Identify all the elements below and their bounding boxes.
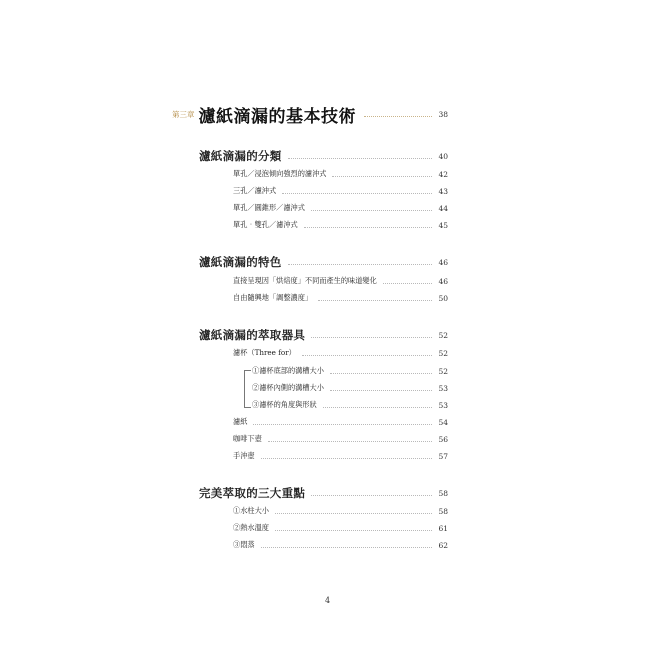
toc-entry: [233, 347, 448, 359]
dot-leader: [261, 458, 433, 459]
dot-leader: [311, 210, 433, 211]
dot-leader: [275, 513, 433, 514]
dot-leader: [268, 441, 433, 442]
dot-leader: [282, 193, 432, 194]
entry-title: 自由隨興地「調整濃度」: [233, 293, 313, 302]
entry-title: 單孔‧雙孔／濾沖式: [233, 220, 298, 229]
toc-subentry: [252, 382, 448, 394]
toc-entry: [233, 539, 448, 551]
dot-leader: [311, 337, 432, 338]
dot-leader: [311, 495, 432, 496]
section-title: 濾紙滴漏的分類: [199, 149, 282, 163]
entry-title: 咖啡下壺: [233, 434, 262, 443]
section-title: 完美萃取的三大重點: [199, 486, 306, 500]
entry-page-number: 57: [438, 451, 448, 461]
toc-entry: [233, 505, 448, 517]
entry-page-number: 56: [438, 434, 448, 444]
entry-page-number: 52: [438, 366, 448, 376]
entry-page-number: 52: [438, 348, 448, 358]
entry-page-number: 62: [438, 540, 448, 550]
dot-leader: [288, 264, 433, 265]
toc-entry: [233, 416, 448, 428]
entry-page-number: 53: [438, 400, 448, 410]
entry-title: 直接呈現因「烘焙度」不同而產生的味道變化: [233, 276, 377, 285]
entry-title: ①水柱大小: [233, 506, 269, 515]
dot-leader: [330, 390, 433, 391]
chapter-prefix: 第三章: [172, 109, 195, 119]
entry-page-number: 50: [438, 293, 448, 303]
section-page-number: 40: [438, 151, 448, 161]
page-number-footer: 4: [324, 596, 331, 605]
section-title: 濾紙滴漏的萃取器具: [199, 328, 306, 342]
entry-page-number: 61: [438, 523, 448, 533]
chapter-heading: [172, 104, 448, 127]
section-page-number: 58: [438, 488, 448, 498]
section-title: 濾紙滴漏的特色: [199, 255, 282, 269]
dot-leader: [302, 355, 433, 356]
entry-title: 單孔／浸泡傾向強烈的濾沖式: [233, 169, 327, 178]
dot-leader: [253, 424, 432, 425]
dot-leader: [323, 407, 433, 408]
entry-title: ①濾杯底部的溝槽大小: [252, 366, 324, 375]
toc-entry: [233, 168, 448, 180]
section-heading: [199, 148, 448, 164]
entry-title: 單孔／圓錐形／濾沖式: [233, 203, 305, 212]
dot-leader: [304, 227, 433, 228]
toc-entry: [233, 275, 448, 287]
dot-leader: [288, 158, 433, 159]
dot-leader: [364, 116, 432, 117]
section-heading: [199, 327, 448, 343]
entry-page-number: 42: [438, 169, 448, 179]
dot-leader: [261, 547, 433, 548]
toc-entry: [233, 450, 448, 462]
entry-title: 濾紙: [233, 417, 248, 426]
dot-leader: [332, 176, 432, 177]
dot-leader: [383, 283, 433, 284]
section-heading: [199, 254, 448, 270]
entry-page-number: 54: [438, 417, 448, 427]
toc-subentry: [252, 365, 448, 377]
entry-title: ③悶蒸: [233, 540, 255, 549]
entry-title: 濾杯（Three for）: [233, 348, 296, 357]
toc-entry: [233, 185, 448, 197]
subentry-bracket: [244, 370, 251, 408]
toc-entry: [233, 202, 448, 214]
entry-page-number: 45: [438, 220, 448, 230]
entry-page-number: 46: [438, 276, 448, 286]
entry-title: ②熱水溫度: [233, 523, 269, 532]
entry-page-number: 43: [438, 186, 448, 196]
toc-entry: [233, 219, 448, 231]
entry-page-number: 53: [438, 383, 448, 393]
toc-subentry: [252, 399, 448, 411]
chapter-page-number: 38: [438, 109, 448, 119]
toc-entry: [233, 433, 448, 445]
entry-title: ②濾杯內側的溝槽大小: [252, 383, 324, 392]
section-heading: [199, 485, 448, 501]
entry-title: ③濾杯的角度與形狀: [252, 400, 317, 409]
chapter-title: 濾紙滴漏的基本技術: [198, 106, 356, 127]
toc-entry: [233, 292, 448, 304]
section-page-number: 46: [438, 257, 448, 267]
dot-leader: [330, 373, 433, 374]
entry-page-number: 44: [438, 203, 448, 213]
dot-leader: [275, 530, 433, 531]
dot-leader: [318, 300, 432, 301]
entry-page-number: 58: [438, 506, 448, 516]
section-page-number: 52: [438, 330, 448, 340]
entry-title: 手沖壺: [233, 451, 255, 460]
entry-title: 三孔／濾沖式: [233, 186, 277, 195]
toc-entry: [233, 522, 448, 534]
